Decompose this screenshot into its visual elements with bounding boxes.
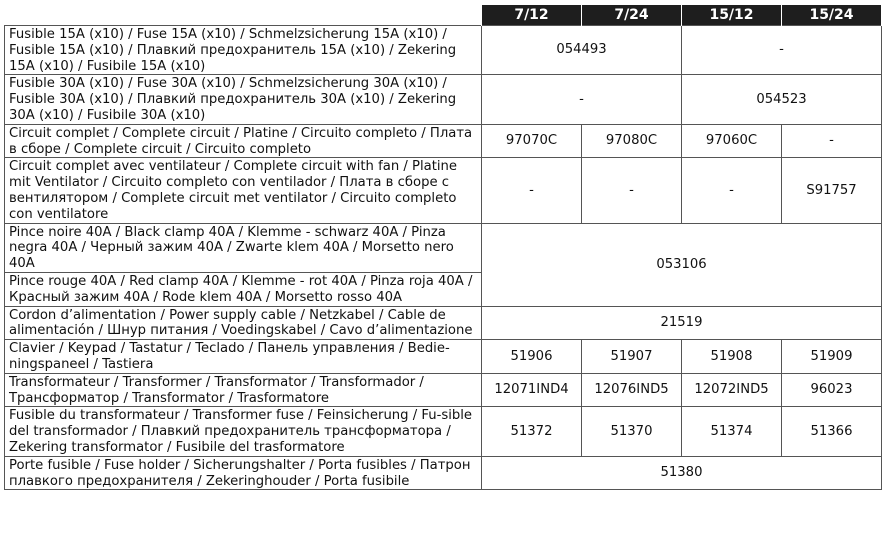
part-description: Porte fusible / Fuse holder / Sicherungshalter / Porta fusibles / Патрон плавкого предохранителя / Zekeringhouder / Porta fusibile [5, 456, 482, 490]
part-description: Cordon d’alimentation / Power supply cable / Netzkabel / Cable de alimentación / Шнур питания / Voedingskabel / Cavo d’alimentazione [5, 306, 482, 340]
table-row [5, 26, 882, 75]
column-header: 15/12 [682, 5, 782, 26]
table-row [5, 306, 882, 340]
part-description: Pince rouge 40A / Red clamp 40A / Klemme - rot 40A / Pinza roja 40A / Красный зажим 40A / Rode klem 40A / Morsetto rosso 40A [5, 272, 482, 306]
part-number: 054493 [482, 26, 682, 75]
table-row [5, 124, 882, 158]
part-number: 51909 [782, 340, 882, 374]
part-number: - [482, 158, 582, 223]
part-number: 054523 [682, 75, 882, 124]
part-number: 96023 [782, 373, 882, 407]
part-number: - [682, 26, 882, 75]
part-number: - [582, 158, 682, 223]
part-number: S91757 [782, 158, 882, 223]
part-description: Transformateur / Transformer / Transformator / Transformador / Трансформатор / Transformator / Trasformatore [5, 373, 482, 407]
part-number: 21519 [482, 306, 882, 340]
column-header: 7/24 [582, 5, 682, 26]
part-description: Circuit complet avec ventilateur / Complete circuit with fan / Platine mit Ventilator / Circuito completo con ventilador / Плата в сборе с вентилятором / Complete circuit met ventilator / Circuito completo con ventilatore [5, 158, 482, 223]
part-number: 51380 [482, 456, 882, 490]
table-body [5, 26, 882, 490]
part-description: Pince noire 40A / Black clamp 40A / Klemme - schwarz 40A / Pinza negra 40A / Черный зажим 40A / Zwarte klem 40A / Morsetto nero 40A [5, 223, 482, 272]
part-description: Fusible 15A (x10) / Fuse 15A (x10) / Schmelzsicherung 15A (x10) / Fusible 15A (x10) / Плавкий предохранитель 15A (x10) / Zekering 15A (x10) / Fusibile 15A (x10) [5, 26, 482, 75]
part-number: 12076IND5 [582, 373, 682, 407]
part-description: Fusible du transformateur / Transformer fuse / Feinsicherung / Fu-sible del transformador / Плавкий предохранитель трансформатора / Zekering transformator / Fusibile del trasformatore [5, 407, 482, 456]
parts-table-container [4, 5, 882, 490]
part-number: - [782, 124, 882, 158]
part-description: Clavier / Keypad / Tastatur / Teclado / Панель управления / Bedie-ningspaneel / Tastiera [5, 340, 482, 374]
table-header [5, 5, 882, 26]
table-row [5, 75, 882, 124]
part-number: 12072IND5 [682, 373, 782, 407]
table-row [5, 158, 882, 223]
table-row [5, 340, 882, 374]
table-row [5, 407, 882, 456]
part-description: Circuit complet / Complete circuit / Platine / Circuito completo / Плата в сборе / Complete circuit / Circuito completo [5, 124, 482, 158]
header-blank-cell [5, 5, 482, 26]
part-number: 97070C [482, 124, 582, 158]
part-number: 51372 [482, 407, 582, 456]
part-number: 51374 [682, 407, 782, 456]
part-number: 97060C [682, 124, 782, 158]
part-number: 51908 [682, 340, 782, 374]
part-number: - [682, 158, 782, 223]
parts-table [4, 5, 882, 490]
part-description: Fusible 30A (x10) / Fuse 30A (x10) / Schmelzsicherung 30A (x10) / Fusible 30A (x10) / Плавкий предохранитель 30A (x10) / Zekering 30A (x10) / Fusibile 30A (x10) [5, 75, 482, 124]
part-number: 053106 [482, 223, 882, 306]
header-row [5, 5, 882, 26]
part-number: 51366 [782, 407, 882, 456]
part-number: 12071IND4 [482, 373, 582, 407]
table-row [5, 373, 882, 407]
table-row [5, 456, 882, 490]
part-number: 51370 [582, 407, 682, 456]
column-header: 15/24 [782, 5, 882, 26]
part-number: 51906 [482, 340, 582, 374]
table-row [5, 223, 882, 272]
column-header: 7/12 [482, 5, 582, 26]
part-number: 97080C [582, 124, 682, 158]
part-number: - [482, 75, 682, 124]
part-number: 51907 [582, 340, 682, 374]
